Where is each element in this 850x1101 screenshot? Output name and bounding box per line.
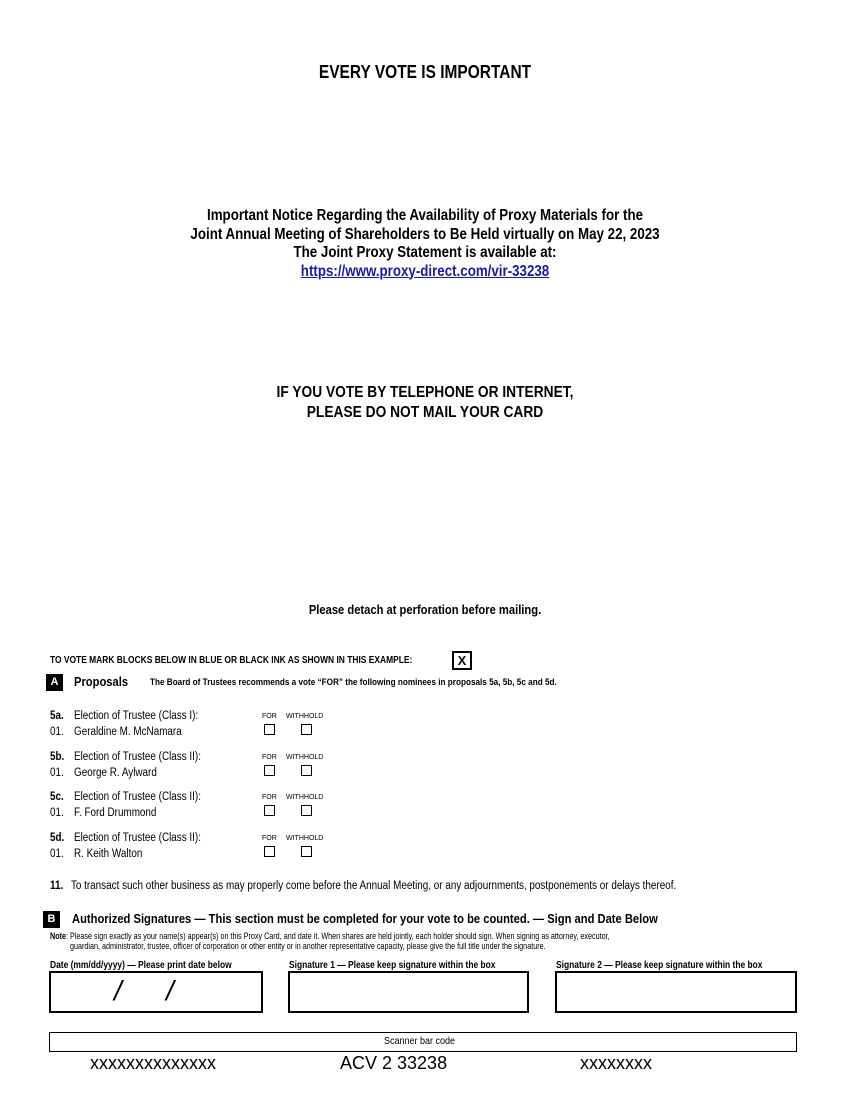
proposal-5c: 5c. Election of Trustee (Class II): 01. F. Ford Drummond FOR WITHHOLD xyxy=(50,791,324,819)
nominee-name: R. Keith Walton xyxy=(74,848,143,860)
footer-left-code: xxxxxxxxxxxxxx xyxy=(90,1053,216,1073)
proposal-5d: 5d. Election of Trustee (Class II): 01. R. Keith Walton FOR WITHHOLD xyxy=(50,832,324,860)
proposal-5b: 5b. Election of Trustee (Class II): 01. George R. Aylward FOR WITHHOLD xyxy=(50,751,324,779)
proxy-statement-link[interactable]: https://www.proxy-direct.com/vir-33238 xyxy=(300,262,550,280)
telephone-internet-notice: IF YOU VOTE BY TELEPHONE OR INTERNET, PLEASE DO NOT MAIL YOUR CARD xyxy=(276,384,574,421)
notice-line-2: Joint Annual Meeting of Shareholders to Be Held virtually on May 22, 2023 xyxy=(190,225,660,243)
proposal-5c-withhold-checkbox[interactable] xyxy=(301,805,312,816)
signature-2-box[interactable] xyxy=(555,971,797,1013)
example-mark-box: X xyxy=(452,651,472,670)
signature-1-label: Signature 1 — Please keep signature within the box xyxy=(289,960,496,971)
date-label: Date (mm/dd/yyyy) — Please print date below xyxy=(50,960,232,971)
proposal-5b-withhold-checkbox[interactable] xyxy=(301,765,312,776)
proxy-materials-notice xyxy=(0,207,850,281)
proposal-5a-for-checkbox[interactable] xyxy=(264,724,275,735)
footer-right-code: xxxxxxxx xyxy=(580,1053,652,1073)
proposals-heading: Proposals xyxy=(74,674,129,689)
proposal-5a: 5a. Election of Trustee (Class I): 01. Geraldine M. McNamara FOR WITHHOLD xyxy=(50,710,324,738)
nominee-name: F. Ford Drummond xyxy=(74,807,157,819)
signature-2-label: Signature 2 — Please keep signature within the box xyxy=(556,960,763,971)
date-separator: / xyxy=(166,975,174,1006)
nominee-name: Geraldine M. McNamara xyxy=(74,726,182,738)
voting-instructions: TO VOTE MARK BLOCKS BELOW IN BLUE OR BLACK INK AS SHOWN IN THIS EXAMPLE: xyxy=(50,655,413,666)
date-separator: / xyxy=(114,975,122,1006)
proposal-5d-for-checkbox[interactable] xyxy=(264,846,275,857)
detach-instruction: Please detach at perforation before mailing. xyxy=(308,602,542,617)
proposal-5d-withhold-checkbox[interactable] xyxy=(301,846,312,857)
notice-line-3: The Joint Proxy Statement is available at: xyxy=(293,244,557,261)
date-input-box[interactable] xyxy=(49,971,263,1013)
section-a-badge: A xyxy=(46,674,63,691)
proposal-11: 11. To transact such other business as may properly come before the Annual Meeting, or any adjournments, postponements or delays thereof. xyxy=(50,880,677,892)
nominee-name: George R. Aylward xyxy=(74,767,157,779)
section-b-badge: B xyxy=(43,911,60,928)
footer-center-code: ACV 2 33238 xyxy=(340,1053,448,1073)
signature-note: Note: Please sign exactly as your name(s) appear(s) on this Proxy Card, and date it. When shares are held jointly, each holder should sign. When signing as attorney, executor, guardian, administrator, trustee, officer of corporation or other entity or in another representative capacity, please give the full title under the signature. xyxy=(50,931,610,951)
proposal-5b-for-checkbox[interactable] xyxy=(264,765,275,776)
authorized-signatures-heading: Authorized Signatures — This section must be completed for your vote to be counted. — Sign and Date Below xyxy=(72,911,658,926)
proposal-5c-for-checkbox[interactable] xyxy=(264,805,275,816)
board-recommendation: The Board of Trustees recommends a vote “FOR” the following nominees in proposals 5a, 5b, 5c and 5d. xyxy=(150,677,557,688)
scanner-bar-code: Scanner bar code xyxy=(49,1032,797,1052)
signature-1-box[interactable] xyxy=(288,971,529,1013)
notice-line-1: Important Notice Regarding the Availability of Proxy Materials for the xyxy=(206,207,644,224)
proposal-5a-withhold-checkbox[interactable] xyxy=(301,724,312,735)
page-title: EVERY VOTE IS IMPORTANT xyxy=(318,62,532,82)
